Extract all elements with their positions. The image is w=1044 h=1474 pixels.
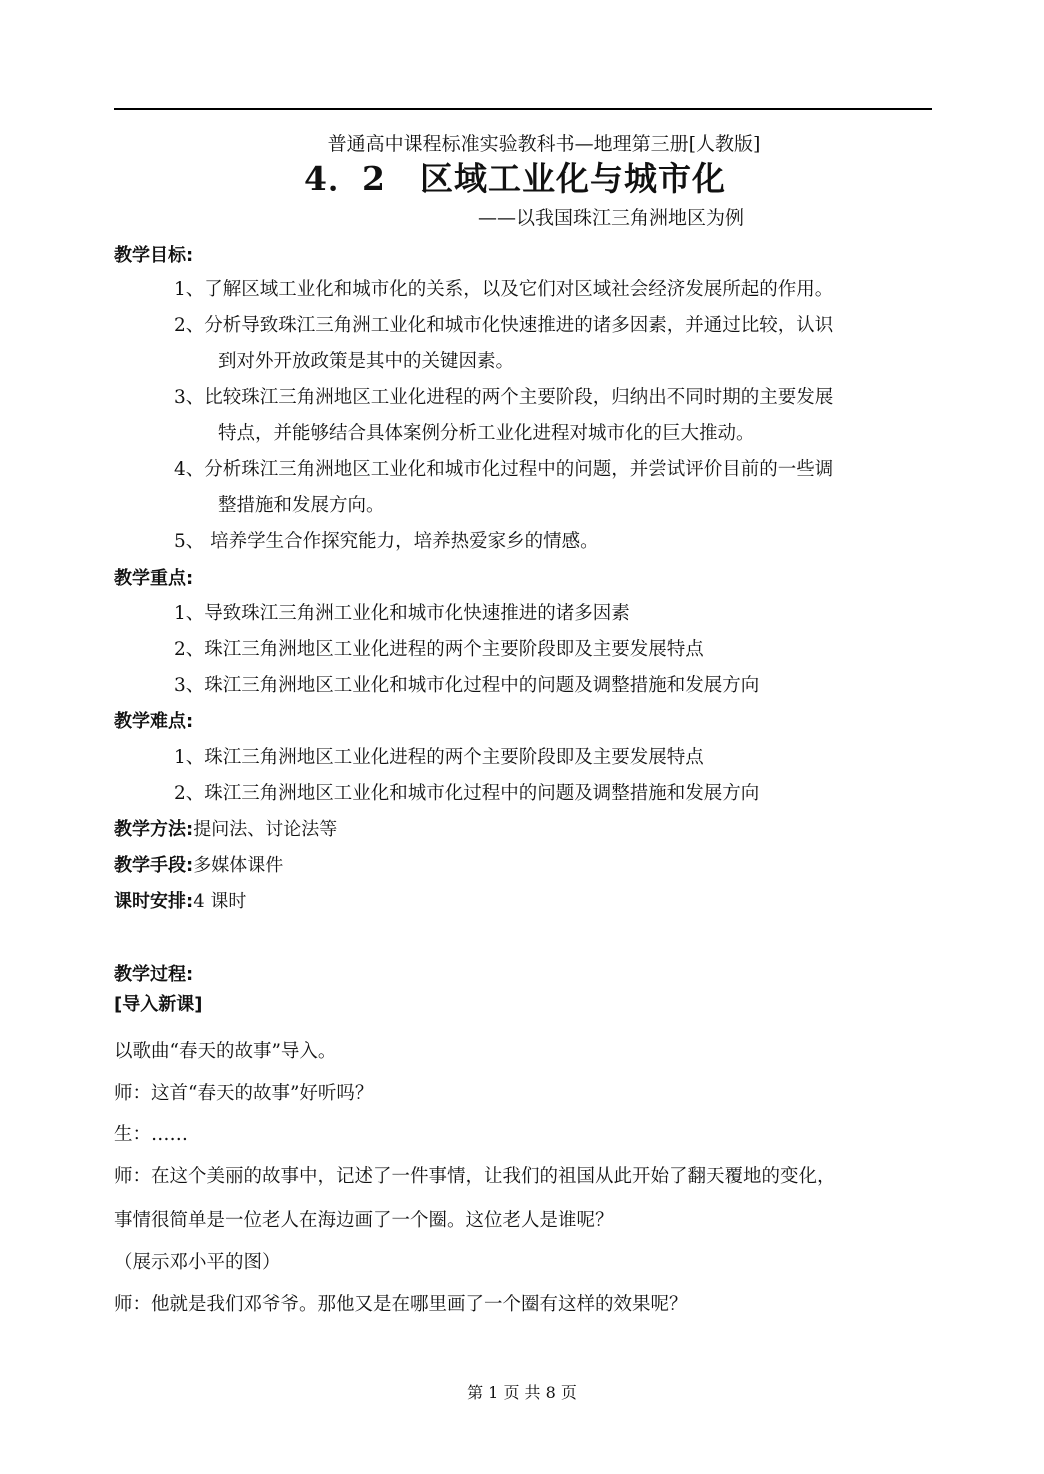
objective-item <box>174 272 932 308</box>
objective-item <box>174 380 932 452</box>
objective-text: 比较珠江三角洲地区工业化进程的两个主要阶段，归纳出不同时期的主要发展 <box>204 387 834 408</box>
methods-value: 提问法、讨论法等 <box>193 819 338 840</box>
schedule-label: 课时安排: <box>114 891 194 912</box>
objective-text-continued: 到对外开放政策是其中的关键因素。 <box>218 351 515 372</box>
objective-number: 3、 <box>174 387 205 408</box>
difficulty-item: 1、珠江三角洲地区工业化进程的两个主要阶段即及主要发展特点 <box>174 747 704 768</box>
process-line: 以歌曲“春天的故事”导入。 <box>114 1041 337 1062</box>
methods-label: 教学方法: <box>114 819 194 840</box>
difficulties-heading: 教学难点: <box>114 711 194 732</box>
schedule-value: 4 课时 <box>193 891 247 912</box>
objective-number: 5、 <box>174 531 205 552</box>
process-line: 师：这首“春天的故事”好听吗？ <box>114 1083 374 1104</box>
objective-text-continued: 整措施和发展方向。 <box>218 495 385 516</box>
means-value: 多媒体课件 <box>193 855 284 876</box>
objective-text: 分析导致珠江三角洲工业化和城市化快速推进的诸多因素，并通过比较，认识 <box>204 315 834 336</box>
key-point-item: 3、珠江三角洲地区工业化和城市化过程中的问题及调整措施和发展方向 <box>174 675 760 696</box>
objective-text: 培养学生合作探究能力，培养热爱家乡的情感。 <box>204 531 599 552</box>
section-heading: [导入新课] <box>114 994 203 1015</box>
means-label: 教学手段: <box>114 855 194 876</box>
textbook-series: 普通高中课程标准实验教科书—地理第三册[人教版] <box>327 133 761 155</box>
objective-item <box>174 524 932 560</box>
process-line: 师：在这个美丽的故事中，记述了一件事情，让我们的祖国从此开始了翻天覆地的变化， <box>114 1166 836 1187</box>
objective-number: 1、 <box>174 279 205 300</box>
objective-text-continued: 特点，并能够结合具体案例分析工业化进程对城市化的巨大推动。 <box>218 423 755 444</box>
process-line: （展示邓小平的图） <box>114 1252 281 1273</box>
header-rule <box>114 108 932 110</box>
schedule-row <box>114 889 246 915</box>
process-line: 师：他就是我们邓爷爷。那他又是在哪里画了一个圈有这样的效果呢？ <box>114 1294 688 1315</box>
page-subtitle: ——以我国珠江三角洲地区为例 <box>478 207 745 229</box>
page-footer: 第 1 页 共 8 页 <box>467 1383 577 1402</box>
objective-item <box>174 308 932 380</box>
key-point-item: 2、珠江三角洲地区工业化进程的两个主要阶段即及主要发展特点 <box>174 639 704 660</box>
objectives-heading: 教学目标: <box>114 245 194 266</box>
objective-item <box>174 452 932 524</box>
process-heading: 教学过程: <box>114 964 194 985</box>
objective-number: 2、 <box>174 315 205 336</box>
objective-number: 4、 <box>174 459 205 480</box>
process-line: 生：…… <box>114 1124 189 1145</box>
means-row <box>114 853 283 879</box>
objective-text: 分析珠江三角洲地区工业化和城市化过程中的问题，并尝试评价目前的一些调 <box>204 459 834 480</box>
methods-row <box>114 817 337 843</box>
process-line: 事情很简单是一位老人在海边画了一个圈。这位老人是谁呢？ <box>114 1210 614 1231</box>
key-point-item: 1、导致珠江三角洲工业化和城市化快速推进的诸多因素 <box>174 603 630 624</box>
page-title: 4．2 区域工业化与城市化 <box>304 159 726 198</box>
objective-text: 了解区域工业化和城市化的关系，以及它们对区域社会经济发展所起的作用。 <box>204 279 834 300</box>
key-points-heading: 教学重点: <box>114 568 194 589</box>
difficulty-item: 2、珠江三角洲地区工业化和城市化过程中的问题及调整措施和发展方向 <box>174 783 760 804</box>
